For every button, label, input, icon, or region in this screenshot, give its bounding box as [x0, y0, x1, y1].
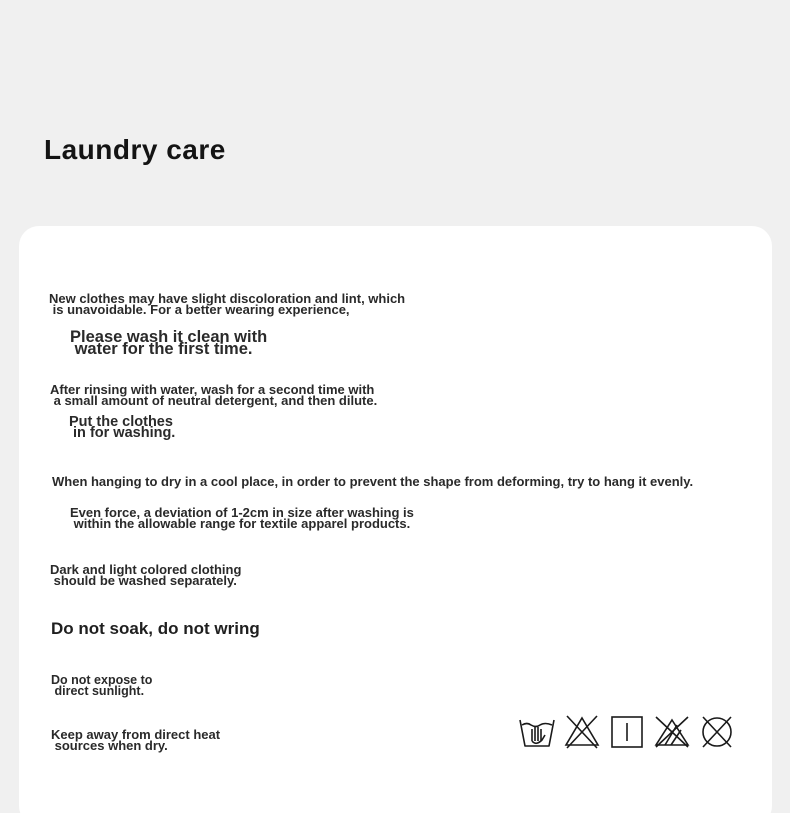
note-second-wash: After rinsing with water, wash for a second time with a small amount of neutral detergent, and then dilute. — [50, 382, 378, 408]
note-hang-dry: When hanging to dry in a cool place, in order to prevent the shape from deforming, try to hang it evenly. — [52, 474, 694, 489]
note-no-sunlight: Do not expose to direct sunlight. — [51, 673, 153, 698]
line-dry-icon — [608, 714, 646, 750]
note-new-clothes: New clothes may have slight discoloration and lint, which is unavoidable. For a better wearing experience, — [49, 291, 406, 317]
do-not-tumble-dry-icon — [698, 714, 736, 750]
note-first-wash: Please wash it clean with water for the first time. — [70, 328, 268, 358]
page-title: Laundry care — [44, 134, 226, 165]
do-not-bleach-icon — [563, 714, 601, 750]
note-separate-colors: Dark and light colored clothing should be washed separately. — [50, 562, 242, 588]
care-icons — [518, 714, 736, 750]
hand-wash-icon — [518, 714, 556, 750]
note-no-heat: Keep away from direct heat sources when dry. — [51, 727, 221, 753]
note-no-soak: Do not soak, do not wring — [51, 619, 260, 638]
do-not-bleach-crossed-icon — [653, 714, 691, 750]
note-size-deviation: Even force, a deviation of 1-2cm in size after washing is within the allowable range for textile apparel products. — [70, 505, 414, 531]
note-put-clothes: Put the clothes in for washing. — [69, 414, 176, 441]
